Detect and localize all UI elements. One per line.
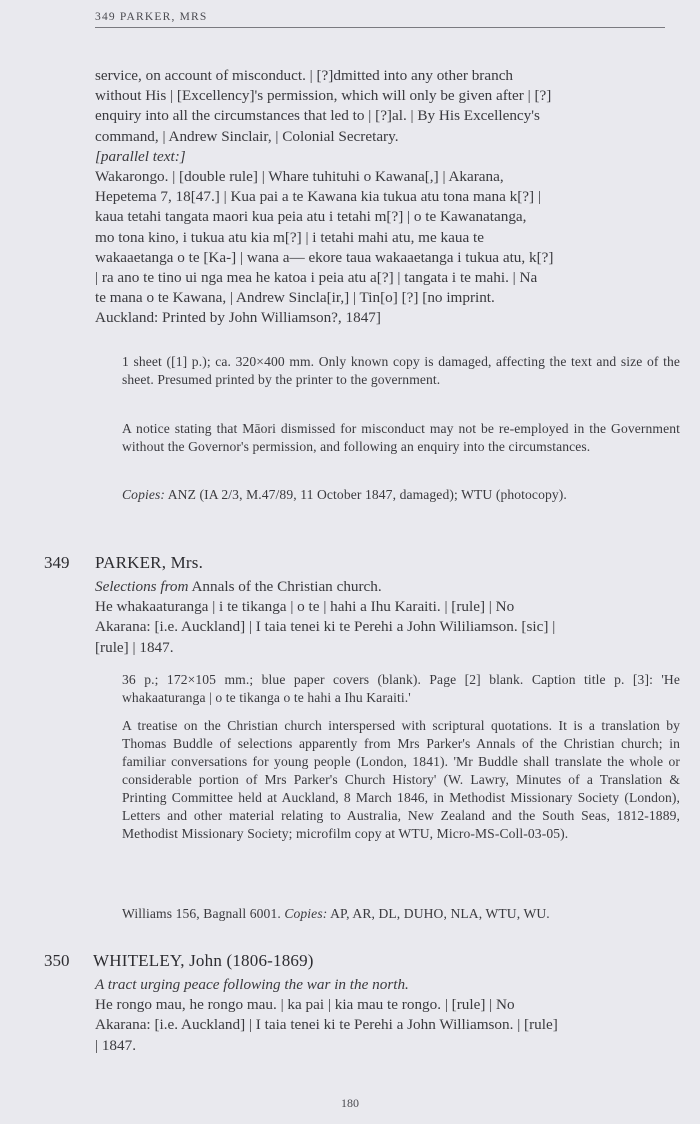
- title-italic: Selections from: [95, 578, 189, 595]
- running-head: 349 PARKER, MRS: [95, 11, 665, 28]
- text-line: Hepetema 7, 18[47.] | Kua pai a te Kawana kia tukua atu tona mana k[?] |: [95, 188, 541, 206]
- entry-number: 350: [44, 951, 70, 970]
- text-line: He whakaaturanga | i te tikanga | o te | hahi a Ihu Karaiti. | [rule] | No: [95, 598, 515, 616]
- imprint-line: Auckland: Printed by John Williamson?, 1847]: [95, 309, 381, 327]
- prev-entry-body: [95, 66, 677, 329]
- copies-list: ANZ (IA 2/3, M.47/89, 11 October 1847, damaged); WTU (photocopy).: [167, 487, 567, 502]
- text-line: [rule] | 1847.: [95, 638, 174, 656]
- page-number: 180: [341, 1096, 359, 1110]
- text-line: te mana o te Kawana, | Andrew Sincla[ir,] | Tin[o] [?] [no imprint.: [95, 289, 495, 307]
- title-roman: Annals of the Christian church.: [191, 578, 382, 595]
- entry-author: WHITELEY, John: [93, 951, 223, 970]
- refs: Williams 156, Bagnall 6001.: [122, 906, 281, 921]
- entry-author: PARKER, Mrs.: [95, 553, 204, 572]
- physical-description: 1 sheet ([1] p.); ca. 320×400 mm. Only known copy is damaged, affecting the text and size of the sheet. Presumed printed by the printer to the government.: [122, 354, 680, 387]
- text-line: wakaaetanga o te [Ka-] | wana a— ekore taua wakaaetanga i tukua atu, k[?]: [95, 248, 554, 266]
- entry-350-body: [95, 975, 677, 1056]
- copies-label: Copies:: [284, 906, 328, 921]
- entry-number: 349: [44, 553, 70, 572]
- entry-title: A tract urging peace following the war in the north.: [95, 976, 409, 993]
- text-line: He rongo mau, he rongo mau. | ka pai | kia mau te rongo. | [rule] | No: [95, 996, 515, 1014]
- text-line: mo tona kino, i tukua atu kia m[?] | i tetahi mahi atu, me kaua te: [95, 228, 484, 246]
- text-line: | ra ano te tino ui nga mea he katoa i peia atu a[?] | tangata i te mahi. | Na: [95, 269, 538, 287]
- text-line: Wakarongo. | [double rule] | Whare tuhituhi o Kawana[,] | Akarana,: [95, 168, 504, 186]
- text-line: Akarana: [i.e. Auckland] | I taia tenei ki te Perehi a John Williamson. | [rule]: [95, 1016, 558, 1034]
- entry-note: A treatise on the Christian church interspersed with scriptural quotations. It is a translation by Thomas Buddle of selections apparently from Mrs Parker's Annals of the Christian church; in familiar conversations for young people (London, 1841). 'Mr Buddle shall translate the whole or considerable portion of Mrs Parker's Church History' (W. Lawry, Minutes of a Translation & Printing Committee held at Auckland, 8 March 1846, in Methodist Missionary Society (London), Letters and other material relating to Australia, New Zealand and the South Seas, 1812-1889, Methodist Missionary Society; microfilm copy at WTU, Micro-MS-Coll-03-05).: [122, 718, 680, 841]
- refs-line: [122, 905, 680, 923]
- text-line: service, on account of misconduct. | [?]dmitted into any other branch: [95, 67, 514, 84]
- text-line: | 1847.: [95, 1036, 137, 1054]
- text-line: without His | [Excellency]'s permission, which will only be given after | [?]: [95, 87, 552, 105]
- entry-dates: (1806-1869): [226, 951, 314, 970]
- entry-note: A notice stating that Māori dismissed for misconduct may not be re-employed in the Government without the Governor's permission, and following an enquiry into the circumstances.: [122, 421, 680, 454]
- copies-label: Copies:: [122, 487, 165, 502]
- text-line: enquiry into all the circumstances that led to | [?]al. | By His Excellency's: [95, 107, 540, 125]
- text-line: command, | Andrew Sinclair, | Colonial Secretary.: [95, 127, 399, 145]
- text-line: Akarana: [i.e. Auckland] | I taia tenei ki te Perehi a John Wililiamson. [sic] |: [95, 618, 556, 636]
- entry-title: [95, 577, 677, 597]
- parallel-text-label: [parallel text:]: [95, 147, 186, 165]
- copies-line: [122, 486, 680, 504]
- text-line: kaua tetahi tangata maori kua peia atu i tetahi m[?] | o te Kawanatanga,: [95, 208, 527, 226]
- physical-description: 36 p.; 172×105 mm.; blue paper covers (blank). Page [2] blank. Caption title p. [3]: 'He whakaaturanga | o te tikanga o te hahi a Ihu Karaiti.': [122, 672, 680, 705]
- entry-349-body: [95, 577, 677, 658]
- entry-heading: [93, 951, 314, 971]
- copies-list: AP, AR, DL, DUHO, NLA, WTU, WU.: [330, 906, 550, 921]
